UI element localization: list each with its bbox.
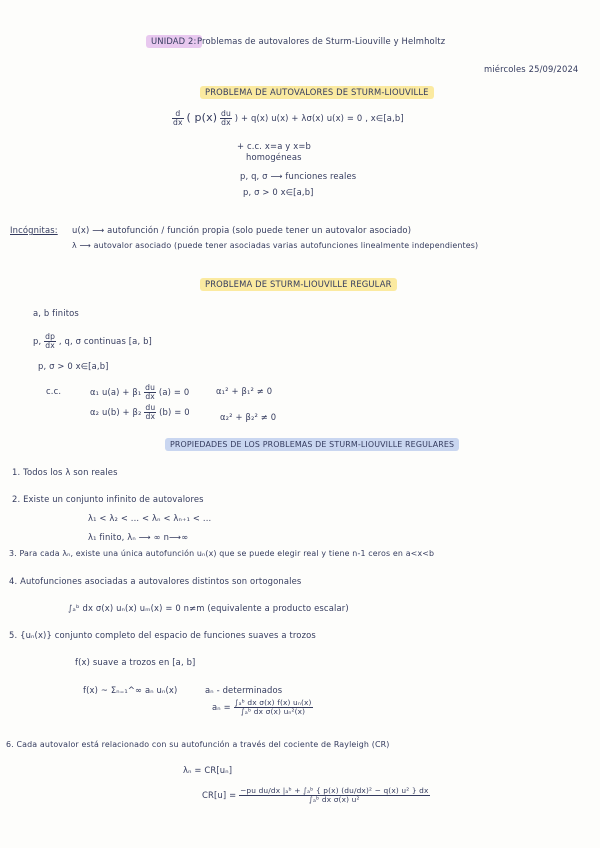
bc1-a: α₁ u(a) + β₁ [90, 387, 142, 397]
eigenfunction-series: f(x) ~ Σₙ₌₁^∞ aₙ uₙ(x) [83, 685, 178, 695]
eq-p: ( p(x) [186, 111, 218, 124]
positivity-line: p, σ > 0 x∈[a,b] [243, 187, 314, 197]
boundary-condition-2 [90, 404, 190, 421]
orthogonality-integral: ∫ₐᵇ dx σ(x) uₙ(x) uₘ(x) = 0 n≠m (equivalente a producto escalar) [68, 603, 349, 613]
cr-numerator: −pu du/dx |ₐᵇ + ∫ₐᵇ { p(x) (du/dx)² − q(x) u² } dx [240, 786, 429, 795]
coefficient-condition-1: α₁² + β₁² ≠ 0 [216, 386, 273, 396]
property-1: 1. Todos los λ son reales [12, 467, 118, 477]
bc2-du: du [145, 403, 156, 412]
incognitas-line-1: u(x) ⟶ autofunción / función propia (solo puede tener un autovalor asociado) [72, 225, 412, 235]
eq-d: d [172, 110, 184, 119]
regular-positivity: p, σ > 0 x∈[a,b] [38, 361, 109, 371]
boundary-condition-1 [90, 384, 189, 401]
sturm-liouville-equation [172, 110, 404, 127]
bc1-dx: dx [145, 392, 155, 401]
bc2-a: α₂ u(b) + β₂ [90, 407, 142, 417]
finite-bounds: a, b finitos [33, 308, 79, 318]
real-functions-line: p, q, σ ⟶ funciones reales [240, 171, 357, 181]
cont-rest: , q, σ continuas [a, b] [58, 336, 152, 346]
an-label: aₙ = [212, 702, 231, 712]
bc2-b: (b) = 0 [159, 407, 190, 417]
continuity-line [33, 333, 152, 350]
eq-domain: , x∈[a,b] [365, 113, 404, 123]
cr-denominator: ∫ₐᵇ dx σ(x) u² [309, 795, 360, 804]
property-4: 4. Autofunciones asociadas a autovalores distintos son ortogonales [9, 576, 302, 586]
cc-label: c.c. [46, 386, 62, 396]
cont-p: p, [33, 336, 42, 346]
property-2: 2. Existe un conjunto infinito de autovalores [12, 494, 204, 504]
unit-badge: UNIDAD 2: [146, 35, 202, 48]
coefficient-condition-2: α₂² + β₂² ≠ 0 [220, 412, 277, 422]
date: miércoles 25/09/2024 [484, 64, 579, 74]
bc2-dx: dx [145, 412, 156, 421]
homogeneas-label: homogéneas [246, 152, 302, 162]
cr-label: CR[u] = [202, 790, 237, 800]
coefficients-determined: aₙ - determinados [205, 685, 283, 695]
rayleigh-quotient [202, 787, 430, 804]
bc1-du: du [145, 383, 156, 392]
cont-dp: dp [45, 332, 56, 341]
piecewise-smooth-f: f(x) suave a trozos en [a, b] [75, 657, 196, 667]
incognitas-label: Incógnitas: [10, 225, 58, 235]
eq-dx2: dx [221, 118, 231, 127]
bc1-b: (a) = 0 [158, 387, 190, 397]
boundary-conditions: + c.c. x=a y x=b [237, 141, 311, 151]
cont-dx: dx [45, 341, 55, 350]
property-6: 6. Cada autovalor está relacionado con su autofunción a través del cociente de Rayleigh (CR) [6, 740, 390, 749]
section-heading-properties: PROPIEDADES DE LOS PROBLEMAS DE STURM-LIOUVILLE REGULARES [165, 438, 459, 451]
incognitas-line-2: λ ⟶ autovalor asociado (puede tener asociadas varias autofunciones linealmente independientes) [72, 241, 479, 250]
eq-dx: dx [173, 118, 183, 127]
an-denominator: ∫ₐᵇ dx σ(x) uₙ²(x) [240, 707, 306, 716]
eq-du: du [221, 109, 231, 118]
unit-title: Problemas de autovalores de Sturm-Liouville y Helmholtz [197, 36, 446, 46]
eigenvalue-sequence: λ₁ < λ₂ < ... < λₙ < λₙ₊₁ < ... [88, 513, 212, 523]
an-numerator: ∫ₐᵇ dx σ(x) f(x) uₙ(x) [234, 698, 312, 707]
rayleigh-eigenvalue: λₙ = CR[uₙ] [183, 765, 233, 775]
eigenvalue-limit: λ₁ finito, λₙ ⟶ ∞ n⟶∞ [88, 532, 189, 542]
section-heading-regular: PROBLEMA DE STURM-LIOUVILLE REGULAR [200, 278, 397, 291]
coefficient-formula [212, 699, 313, 716]
property-3: 3. Para cada λₙ, existe una única autofunción uₙ(x) que se puede elegir real y tiene n-1 ceros en a<x<b [9, 549, 435, 558]
eq-rest: ) + q(x) u(x) + λσ(x) u(x) = 0 [234, 113, 363, 123]
property-5: 5. {uₙ(x)} conjunto completo del espacio de funciones suaves a trozos [9, 630, 316, 640]
section-heading-sturm-liouville: PROBLEMA DE AUTOVALORES DE STURM-LIOUVILLE [200, 86, 434, 99]
